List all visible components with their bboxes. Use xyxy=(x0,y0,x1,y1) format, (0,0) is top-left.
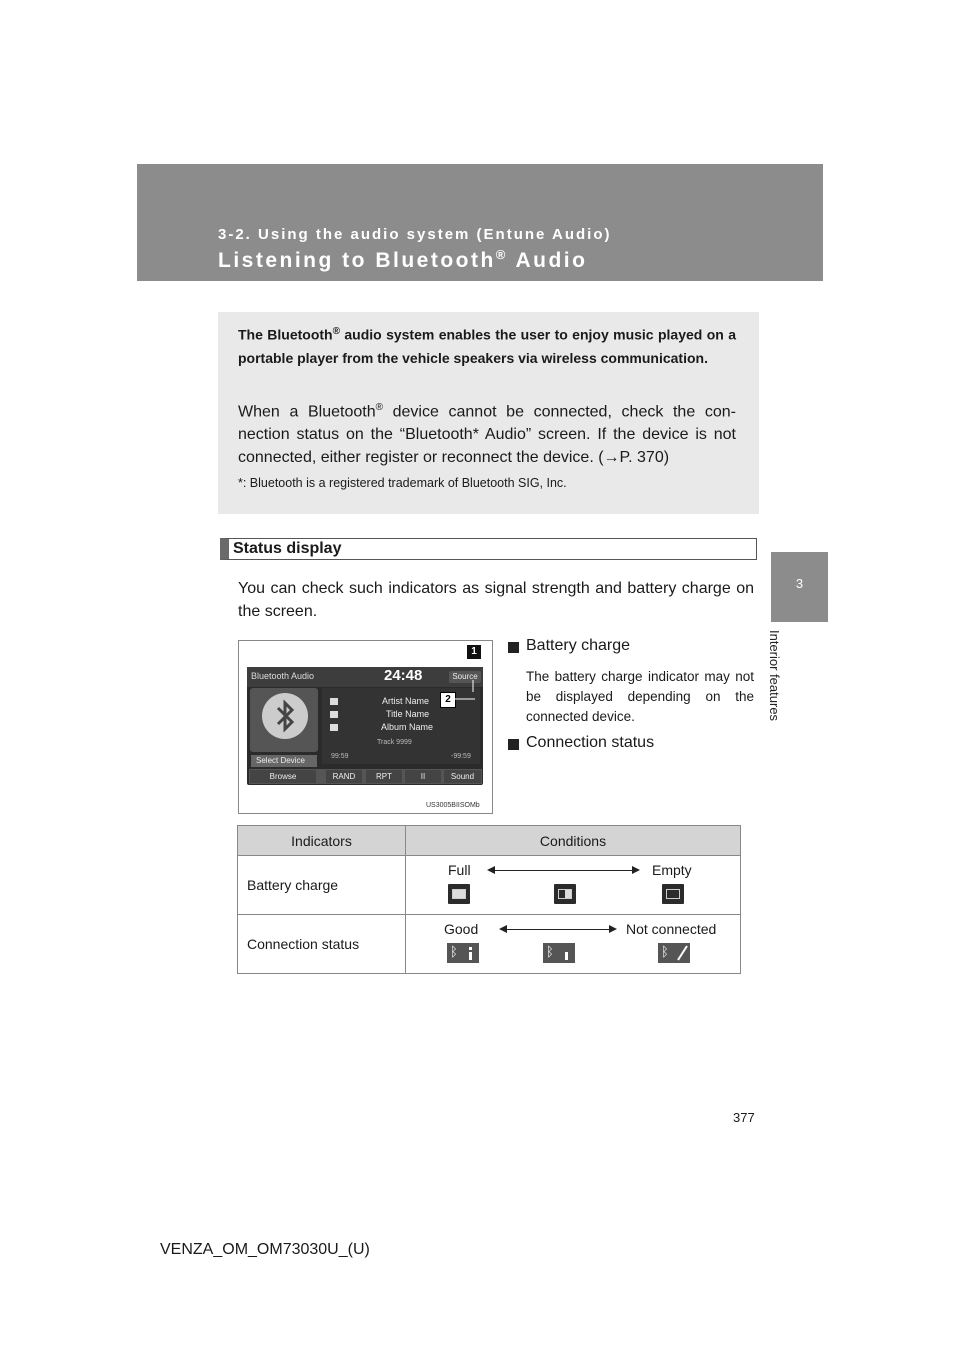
connection-scale xyxy=(406,915,741,974)
intro-paragraph-1 xyxy=(238,320,736,370)
battery-empty-icon xyxy=(662,884,684,904)
not-connected-icon xyxy=(658,943,690,963)
track-number: Track 9999 xyxy=(377,739,412,746)
artist-icon xyxy=(330,698,338,705)
callout-1: 1 xyxy=(466,644,482,660)
indicators-table xyxy=(237,825,741,974)
connection-weak-icon xyxy=(543,943,575,963)
scale-arrow xyxy=(491,870,636,871)
bluetooth-small-icon: ᛒ xyxy=(450,944,458,959)
album-name: Album Name xyxy=(381,722,434,732)
select-device-button: Select Device xyxy=(251,755,317,767)
intro-paragraph-2 xyxy=(238,396,736,469)
callout-leader-lines xyxy=(455,680,485,705)
bluetooth-icon xyxy=(262,693,308,739)
status-heading-text: Status display xyxy=(233,540,342,557)
legend-battery-description: The battery charge indicator may not be displayed depending on the connected device. xyxy=(526,669,754,724)
registered-mark: ® xyxy=(332,326,340,337)
table-row xyxy=(238,915,741,974)
bluetooth-glyph xyxy=(262,693,308,739)
legend-battery-charge: Battery charge xyxy=(526,637,631,654)
scale-end-label: Empty xyxy=(652,862,692,878)
section-title: 3-2. Using the audio system (Entune Audio) xyxy=(218,226,612,243)
legend-connection-status: Connection status xyxy=(526,734,655,751)
connection-good-icon xyxy=(447,943,479,963)
row-label-connection: Connection status xyxy=(238,915,406,974)
intro-p1-end: audio system enables the user to enjoy music played on a portable player from the vehicle speakers via wireless communication. xyxy=(238,326,736,366)
rpt-button: RPT xyxy=(366,770,402,783)
table-row xyxy=(238,856,741,915)
status-description: You can check such indicators as signal strength and battery charge on the screen. xyxy=(238,580,754,620)
album-icon xyxy=(330,724,338,731)
figure-code: US3005BIISOMb xyxy=(426,802,480,809)
intro-p2-end: device cannot be connected, check the con-nection status on the “Bluetooth* Audio” screen. If the device is not connected, either register or reconnect the device. (→P. 370) xyxy=(238,403,736,467)
rand-button: RAND xyxy=(326,770,362,783)
battery-full-icon xyxy=(448,884,470,904)
page-title xyxy=(218,247,587,273)
sound-button: Sound xyxy=(444,770,481,783)
scale-end-label: Not connected xyxy=(626,921,717,937)
chapter-number: 3 xyxy=(795,576,804,591)
artist-name: Artist Name xyxy=(382,696,430,706)
elapsed-time: 99:59 xyxy=(331,753,349,760)
document-code: VENZA_OM_OM73030U_(U) xyxy=(160,1241,370,1258)
source-button: Source xyxy=(449,671,481,683)
screen-app-title: Bluetooth Audio xyxy=(251,671,315,681)
legend-number-1-icon xyxy=(508,642,519,653)
page-title-text: Listening to Bluetooth xyxy=(218,249,496,272)
row-label-battery: Battery charge xyxy=(238,856,406,915)
registered-mark: ® xyxy=(495,247,508,262)
scale-arrow xyxy=(503,929,613,930)
chapter-name-text: Interior features xyxy=(767,630,782,722)
page-title-text-end: Audio xyxy=(507,249,588,272)
intro-p2-start: When a Bluetooth xyxy=(238,403,376,421)
chapter-name xyxy=(767,630,791,780)
scale-start-label: Full xyxy=(448,862,471,878)
battery-half-icon xyxy=(554,884,576,904)
bluetooth-small-icon: ᛒ xyxy=(661,944,669,959)
legend-number-2-icon xyxy=(508,739,519,750)
screen-clock: 24:48 xyxy=(384,667,423,684)
table-header-indicators: Indicators xyxy=(238,826,406,856)
callout-2: 2 xyxy=(440,692,456,708)
status-display-heading xyxy=(220,538,757,560)
note-icon xyxy=(330,711,338,718)
battery-scale xyxy=(406,856,741,915)
remaining-time: -99:59 xyxy=(451,753,471,760)
trademark-note: *: Bluetooth is a registered trademark of Bluetooth SIG, Inc. xyxy=(238,476,567,490)
intro-p1-start: The Bluetooth xyxy=(238,326,333,343)
browse-button: Browse xyxy=(250,770,316,783)
slash-icon xyxy=(675,945,689,961)
track-title: Title Name xyxy=(386,709,430,719)
page-number: 377 xyxy=(733,1110,755,1125)
registered-mark: ® xyxy=(375,402,383,413)
bluetooth-small-icon: ᛒ xyxy=(546,944,554,959)
table-header-conditions: Conditions xyxy=(406,826,741,856)
scale-start-label: Good xyxy=(444,921,479,937)
pause-button: II xyxy=(405,770,441,783)
table-header-row xyxy=(238,826,741,856)
